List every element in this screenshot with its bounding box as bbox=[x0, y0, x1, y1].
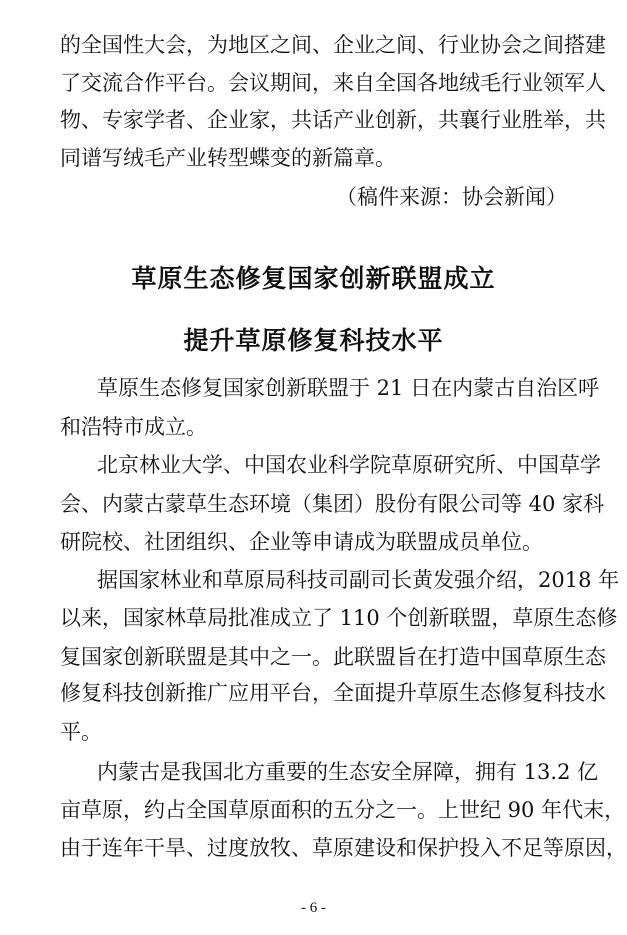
text-line: 北京林业大学、中国农业科学院草原研究所、中国草学 bbox=[97, 453, 601, 477]
text-line: 物、专家学者、企业家，共话产业创新，共襄行业胜举，共 bbox=[60, 108, 606, 132]
text-line: 同谱写绒毛产业转型蝶变的新篇章。 bbox=[60, 146, 396, 170]
text-line: 据国家林业和草原局科技司副司长黄发强介绍，2018 年 bbox=[97, 568, 620, 592]
text-line: 和浩特市成立。 bbox=[60, 415, 207, 439]
text-line: 草原生态修复国家创新联盟于 21 日在内蒙古自治区呼 bbox=[97, 376, 600, 400]
text-line: 内蒙古是我国北方重要的生态安全屏障，拥有 13.2 亿 bbox=[97, 760, 599, 784]
text-line: 由于连年干旱、过度放牧、草原建设和保护投入不足等原因， bbox=[60, 836, 627, 860]
article-title-line1: 草原生态修复国家创新联盟成立 bbox=[131, 264, 496, 293]
text-line: 复国家创新联盟是其中之一。此联盟旨在打造中国草原生态 bbox=[60, 645, 606, 669]
text-line: 会、内蒙古蒙草生态环境（集团）股份有限公司等 40 家科 bbox=[60, 492, 605, 516]
text-line: 以来，国家林草局批准成立了 110 个创新联盟，草原生态修 bbox=[60, 606, 618, 630]
source-note: （稿件来源：协会新闻） bbox=[336, 185, 567, 209]
text-line: 平。 bbox=[60, 720, 102, 744]
text-line: 修复科技创新推广应用平台，全面提升草原生态修复科技水 bbox=[60, 681, 606, 705]
text-line: 研院校、社团组织、企业等申请成为联盟成员单位。 bbox=[60, 530, 543, 554]
article-title-line2: 提升草原修复科技水平 bbox=[183, 326, 444, 355]
text-line: 的全国性大会，为地区之间、企业之间、行业协会之间搭建 bbox=[60, 33, 606, 57]
text-line: 了交流合作平台。会议期间，来自全国各地绒毛行业领军人 bbox=[60, 71, 606, 95]
text-line: 亩草原，约占全国草原面积的五分之一。上世纪 90 年代末， bbox=[60, 798, 626, 822]
page-number: - 6 - bbox=[301, 900, 326, 916]
